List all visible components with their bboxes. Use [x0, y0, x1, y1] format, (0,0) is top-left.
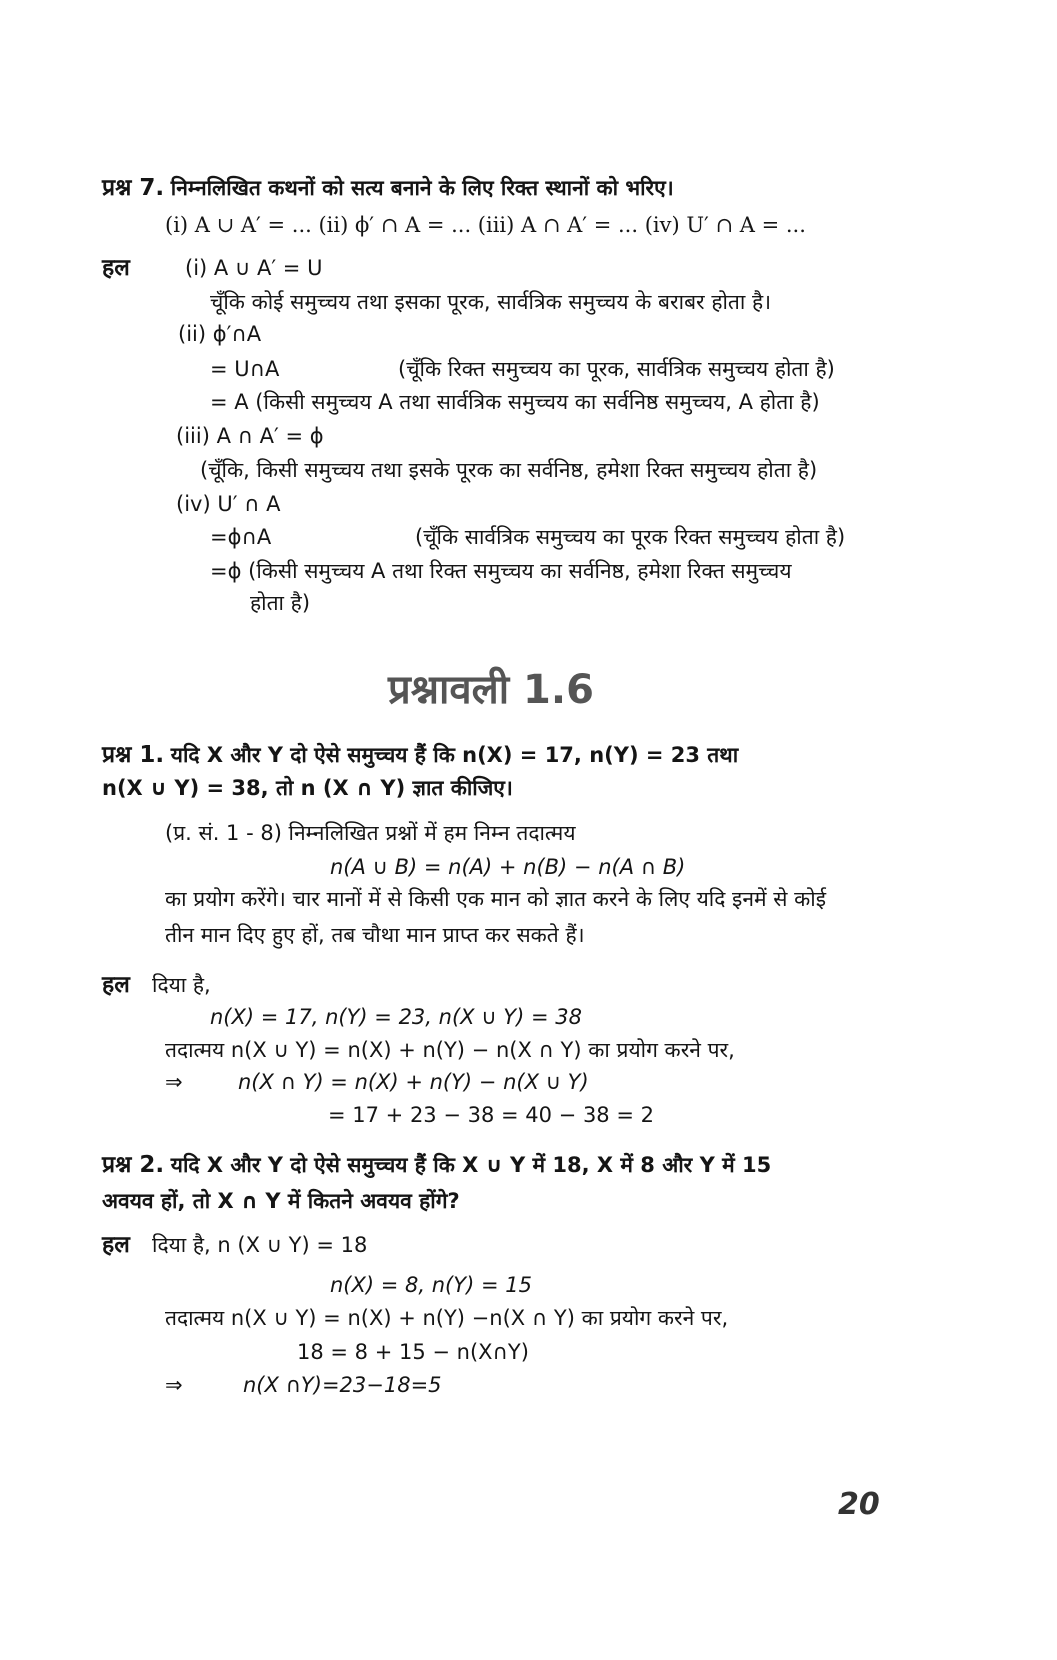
ex2-g1: n(X) = 8, n(Y) = 15	[330, 1273, 532, 1297]
ex1-heading: प्रश्न 1.	[102, 742, 165, 768]
ex1-note1: (प्र. सं. 1 - 8) निम्नलिखित प्रश्नों में हम निम्न तदात्मय	[165, 821, 576, 845]
q7-s3: (iii) A ∩ A′ = ϕ	[176, 424, 324, 448]
q7-s4c: होता है)	[250, 591, 311, 615]
q7-s1: (i) A ∪ A′ = U	[185, 256, 323, 280]
ex1-arrow: ⇒	[165, 1070, 183, 1094]
q7-parts: (i) A ∪ A′ = ... (ii) ϕ′ ∩ A = ... (iii) A ∩ A′ = ... (iv) U′ ∩ A = ...	[165, 213, 806, 237]
ex1-note3: तीन मान दिए हुए हों, तब चौथा मान प्राप्त कर सकते हैं।	[165, 923, 585, 947]
ex2-given: दिया है, n (X ∪ Y) = 18	[152, 1233, 368, 1257]
ex1-g2: तदात्मय n(X ∪ Y) = n(X) + n(Y) − n(X ∩ Y) का प्रयोग करने पर,	[165, 1038, 735, 1062]
ex1-line2: n(X ∪ Y) = 38, तो n (X ∩ Y) ज्ञात कीजिए।	[102, 776, 513, 800]
ex1-g1: n(X) = 17, n(Y) = 23, n(X ∪ Y) = 38	[210, 1005, 582, 1029]
ex1-question	[102, 740, 902, 770]
q7-heading: प्रश्न 7.	[102, 175, 165, 201]
ex2-line2: अवयव हों, तो X ∩ Y में कितने अवयव होंगे?	[102, 1189, 460, 1213]
ex1-note2: का प्रयोग करेंगे। चार मानों में से किसी एक मान को ज्ञात करने के लिए यदि इनमें से कोई	[165, 887, 827, 911]
ex1-line1: यदि X और Y दो ऐसे समुच्चय हैं कि n(X) = 17, n(Y) = 23 तथा	[170, 743, 739, 767]
q7-s4a: =ϕ∩A	[210, 525, 272, 549]
page-number: 20	[838, 1487, 880, 1522]
ex2-hal: हल	[102, 1232, 130, 1258]
section-title: प्रश्नावली 1.6	[388, 667, 594, 713]
ex1-hal: हल	[102, 972, 130, 998]
q7-s2a: = U∩A	[210, 357, 280, 381]
ex1-given: दिया है,	[152, 973, 211, 997]
ex1-note-formula: n(A ∪ B) = n(A) + n(B) − n(A ∩ B)	[330, 855, 686, 879]
ex2-g2: तदात्मय n(X ∪ Y) = n(X) + n(Y) −n(X ∩ Y) का प्रयोग करने पर,	[165, 1306, 729, 1330]
q7-s2a-reason: (चूँकि रिक्त समुच्चय का पूरक, सार्वत्रिक समुच्चय होता है)	[398, 357, 835, 381]
ex2-heading: प्रश्न 2.	[102, 1152, 165, 1178]
q7-s1-reason: चूँकि कोई समुच्चय तथा इसका पूरक, सार्वत्रिक समुच्चय के बराबर होता है।	[210, 290, 772, 314]
ex2-g4: n(X ∩Y)=23−18=5	[243, 1373, 442, 1397]
q7-s2b: = A (किसी समुच्चय A तथा सार्वत्रिक समुच्चय का सर्वनिष्ठ समुच्चय, A होता है)	[210, 390, 820, 414]
ex2-question	[102, 1150, 902, 1180]
q7-text: निम्नलिखित कथनों को सत्य बनाने के लिए रिक्त स्थानों को भरिए।	[170, 176, 674, 200]
q7-header	[102, 173, 674, 203]
ex2-g3: 18 = 8 + 15 − n(X∩Y)	[297, 1340, 529, 1364]
q7-s4b: =ϕ (किसी समुच्चय A तथा रिक्त समुच्चय का सर्वनिष्ठ, हमेशा रिक्त समुच्चय	[210, 559, 792, 583]
q7-s4a-reason: (चूँकि सार्वत्रिक समुच्चय का पूरक रिक्त समुच्चय होता है)	[415, 525, 846, 549]
ex2-line1: यदि X और Y दो ऐसे समुच्चय हैं कि X ∪ Y में 18, X में 8 और Y में 15	[170, 1153, 772, 1177]
q7-s4: (iv) U′ ∩ A	[176, 492, 281, 516]
ex1-g3: n(X ∩ Y) = n(X) + n(Y) − n(X ∪ Y)	[238, 1070, 589, 1094]
ex2-arrow: ⇒	[165, 1373, 183, 1397]
ex1-g4: = 17 + 23 − 38 = 40 − 38 = 2	[328, 1103, 654, 1127]
q7-s3-reason: (चूँकि, किसी समुच्चय तथा इसके पूरक का सर्वनिष्ठ, हमेशा रिक्त समुच्चय होता है)	[200, 458, 818, 482]
q7-hal: हल	[102, 255, 130, 281]
q7-s2: (ii) ϕ′∩A	[178, 322, 262, 346]
